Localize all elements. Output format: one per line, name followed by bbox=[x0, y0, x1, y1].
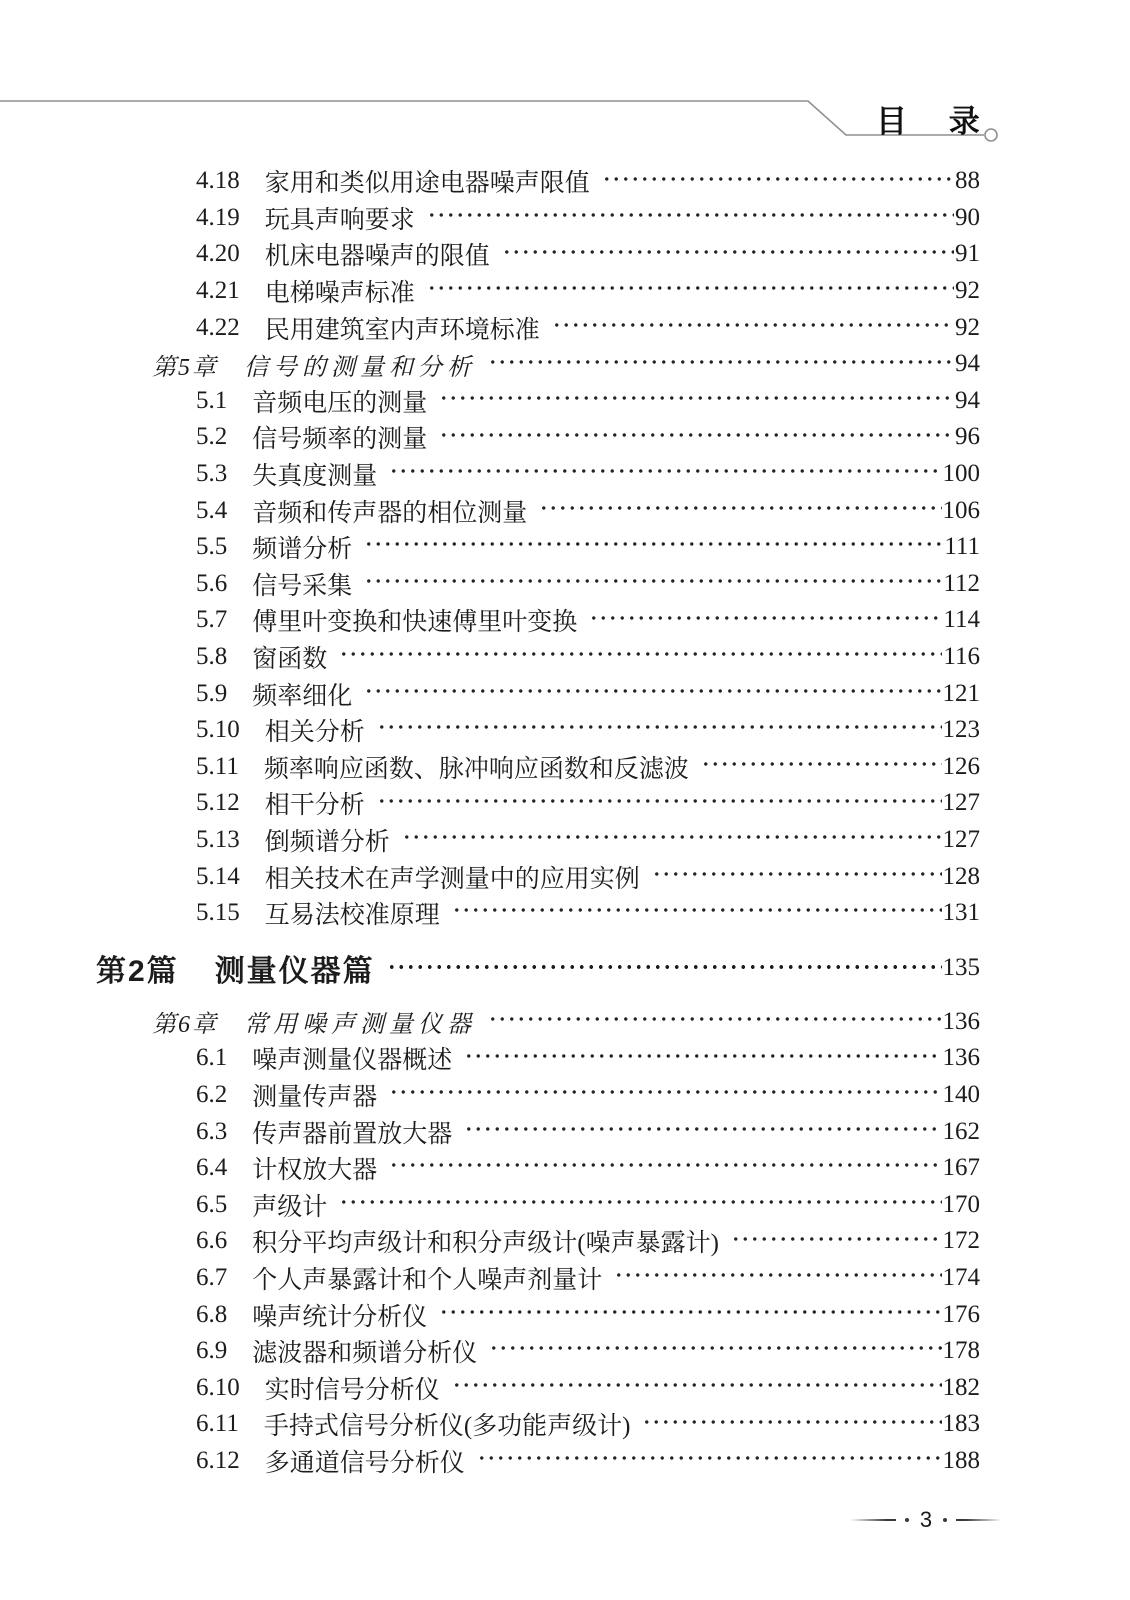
toc-entry-number: 6.5 bbox=[196, 1190, 228, 1218]
toc-entry-page: 127 bbox=[942, 825, 980, 853]
toc-entry-title: 失真度测量 bbox=[252, 463, 378, 491]
toc-row bbox=[0, 1113, 1130, 1150]
toc-row bbox=[0, 1150, 1130, 1187]
toc-entry-number: 6.2 bbox=[196, 1080, 228, 1108]
dot-leader bbox=[425, 273, 954, 310]
toc-entry-page: 174 bbox=[942, 1263, 980, 1291]
toc-entry-page: 172 bbox=[942, 1227, 980, 1255]
toc-row bbox=[0, 749, 1130, 786]
toc-entry-page: 96 bbox=[955, 423, 980, 451]
toc-row bbox=[0, 1040, 1130, 1077]
toc-entry-title: 信号频率的测量 bbox=[252, 426, 428, 454]
dot-leader bbox=[537, 492, 941, 529]
toc-entry-number: 5.3 bbox=[196, 460, 228, 488]
toc-entry-title: 机床电器噪声的限值 bbox=[264, 243, 490, 271]
dot-leader bbox=[425, 200, 954, 237]
dot-leader bbox=[362, 675, 941, 712]
toc-entry-page: 183 bbox=[942, 1410, 980, 1438]
toc-entry-title: 傅里叶变换和快速傅里叶变换 bbox=[252, 609, 578, 637]
dot-leader bbox=[450, 895, 942, 932]
toc-entry-title: 相关分析 bbox=[264, 719, 365, 747]
toc-entry-number: 5.4 bbox=[196, 496, 228, 524]
toc-entry-page: 126 bbox=[942, 752, 980, 780]
toc-entry-page: 114 bbox=[943, 606, 980, 634]
toc-entry-title: 多通道信号分析仪 bbox=[264, 1449, 465, 1477]
toc-entry-number: 4.22 bbox=[196, 313, 240, 341]
toc-row bbox=[0, 492, 1130, 529]
dot-leader bbox=[450, 1369, 942, 1406]
toc-row bbox=[0, 200, 1130, 237]
toc-row bbox=[0, 675, 1130, 712]
toc-entry-title: 传声器前置放大器 bbox=[252, 1120, 453, 1148]
toc-entry-number: 第6章 bbox=[152, 1012, 218, 1039]
toc-entry-page: 94 bbox=[955, 386, 980, 414]
toc-row bbox=[0, 346, 1130, 383]
toc-entry-number: 5.6 bbox=[196, 569, 228, 597]
toc-entry-page: 92 bbox=[955, 277, 980, 305]
toc-entry-number: 5.7 bbox=[196, 606, 228, 634]
toc-entry-page: 116 bbox=[943, 643, 980, 671]
dot-leader bbox=[587, 602, 942, 639]
toc-entry-title: 声级计 bbox=[252, 1193, 328, 1221]
dot-leader bbox=[462, 1113, 941, 1150]
toc-entry-page: 112 bbox=[943, 569, 980, 597]
toc-entry-number: 6.1 bbox=[196, 1044, 228, 1072]
page-title: 目 录 bbox=[876, 104, 982, 139]
toc-entry-title: 互易法校准原理 bbox=[264, 902, 440, 930]
toc-row bbox=[0, 236, 1130, 273]
toc-row bbox=[0, 822, 1130, 859]
dot-leader bbox=[387, 456, 941, 493]
toc-entry-number: 5.10 bbox=[196, 716, 240, 744]
toc-row bbox=[0, 785, 1130, 822]
dot-leader bbox=[437, 383, 954, 420]
dot-leader bbox=[500, 236, 954, 273]
toc-entry-title: 音频和传声器的相位测量 bbox=[252, 499, 528, 527]
toc-entry-title: 计权放大器 bbox=[252, 1157, 378, 1185]
toc-entry-title: 相干分析 bbox=[264, 792, 365, 820]
toc-entry-number: 5.12 bbox=[196, 789, 240, 817]
toc-entry-page: 136 bbox=[942, 1007, 980, 1035]
dot-leader bbox=[387, 1150, 941, 1187]
dot-leader bbox=[640, 1406, 941, 1443]
toc-entry-number: 5.1 bbox=[196, 386, 228, 414]
dot-leader bbox=[362, 566, 942, 603]
toc-entry-page: 121 bbox=[942, 679, 980, 707]
dot-leader bbox=[385, 945, 942, 991]
dot-leader bbox=[375, 785, 942, 822]
toc-entry-page: 88 bbox=[955, 167, 980, 195]
toc-entry-number: 5.8 bbox=[196, 643, 228, 671]
toc-entry-title: 频谱分析 bbox=[252, 536, 353, 564]
toc-entry-page: 176 bbox=[942, 1300, 980, 1328]
toc-entry-number: 5.5 bbox=[196, 533, 228, 561]
toc-entry-title: 噪声测量仪器概述 bbox=[252, 1047, 453, 1075]
toc-entry-page: 127 bbox=[942, 789, 980, 817]
toc-row bbox=[0, 1443, 1130, 1480]
toc-row bbox=[0, 383, 1130, 420]
toc-entry-title: 音频电压的测量 bbox=[252, 389, 428, 417]
toc-row bbox=[0, 456, 1130, 493]
toc-entry-title: 滤波器和频谱分析仪 bbox=[252, 1340, 478, 1368]
dot-leader bbox=[486, 346, 954, 383]
toc-entry-title: 积分平均声级计和积分声级计(噪声暴露计) bbox=[252, 1230, 719, 1258]
toc-entry-page: 182 bbox=[942, 1373, 980, 1401]
toc-row bbox=[0, 163, 1130, 200]
toc-row bbox=[0, 566, 1130, 603]
toc-row bbox=[0, 1369, 1130, 1406]
toc-entry-number: 6.3 bbox=[196, 1117, 228, 1145]
toc-entry-page: 123 bbox=[942, 716, 980, 744]
toc-entry-title: 家用和类似用途电器噪声限值 bbox=[264, 170, 590, 198]
dot-leader bbox=[729, 1223, 942, 1260]
toc-entry-title: 电梯噪声标准 bbox=[264, 280, 415, 308]
toc-entry-number: 4.19 bbox=[196, 203, 240, 231]
table-of-contents bbox=[0, 163, 1130, 1479]
toc-entry-page: 90 bbox=[955, 203, 980, 231]
toc-entry-number: 6.10 bbox=[196, 1373, 240, 1401]
dot-leader bbox=[375, 712, 942, 749]
toc-entry-number: 5.2 bbox=[196, 423, 228, 451]
toc-entry-title: 信号的测量和分析 bbox=[244, 354, 476, 381]
footer-dot-left bbox=[905, 1518, 909, 1522]
toc-entry-number: 4.20 bbox=[196, 240, 240, 268]
toc-entry-page: 92 bbox=[955, 313, 980, 341]
toc-entry-number: 6.9 bbox=[196, 1337, 228, 1365]
toc-row bbox=[0, 1223, 1130, 1260]
toc-entry-number: 5.11 bbox=[196, 752, 239, 780]
dot-leader bbox=[437, 419, 954, 456]
toc-row bbox=[0, 1296, 1130, 1333]
dot-leader bbox=[337, 1186, 941, 1223]
footer-rule-left bbox=[850, 1519, 896, 1521]
toc-entry-page: 136 bbox=[942, 1044, 980, 1072]
toc-entry-page: 140 bbox=[942, 1080, 980, 1108]
toc-row bbox=[0, 1186, 1130, 1223]
toc-row bbox=[0, 712, 1130, 749]
header-rule-line bbox=[0, 101, 984, 135]
toc-entry-title: 信号采集 bbox=[252, 572, 353, 600]
toc-entry-title: 民用建筑室内声环境标准 bbox=[264, 316, 540, 344]
toc-entry-title: 测量传声器 bbox=[252, 1083, 378, 1111]
toc-row bbox=[0, 639, 1130, 676]
dot-leader bbox=[462, 1040, 941, 1077]
toc-entry-page: 128 bbox=[942, 862, 980, 890]
toc-entry-number: 5.15 bbox=[196, 899, 240, 927]
toc-entry-page: 162 bbox=[942, 1117, 980, 1145]
toc-entry-title: 测量仪器篇 bbox=[214, 955, 375, 989]
toc-entry-number: 5.14 bbox=[196, 862, 240, 890]
toc-entry-title: 玩具声响要求 bbox=[264, 206, 415, 234]
toc-entry-page: 106 bbox=[942, 496, 980, 524]
toc-row bbox=[0, 309, 1130, 346]
toc-row bbox=[0, 1077, 1130, 1114]
dot-leader bbox=[487, 1333, 941, 1370]
toc-row bbox=[0, 858, 1130, 895]
dot-leader bbox=[650, 858, 942, 895]
toc-entry-number: 6.12 bbox=[196, 1446, 240, 1474]
toc-entry-page: 188 bbox=[942, 1446, 980, 1474]
toc-row bbox=[0, 273, 1130, 310]
dot-leader bbox=[475, 1443, 942, 1480]
toc-entry-number: 6.11 bbox=[196, 1410, 239, 1438]
toc-entry-title: 实时信号分析仪 bbox=[264, 1376, 440, 1404]
toc-entry-page: 131 bbox=[942, 899, 980, 927]
footer-dot-right bbox=[943, 1518, 947, 1522]
toc-row bbox=[0, 1406, 1130, 1443]
toc-row bbox=[0, 945, 1130, 991]
dot-leader bbox=[550, 309, 954, 346]
toc-entry-title: 噪声统计分析仪 bbox=[252, 1303, 428, 1331]
toc-entry-title: 手持式信号分析仪(多功能声级计) bbox=[263, 1413, 631, 1441]
toc-entry-page: 111 bbox=[944, 533, 980, 561]
footer-rule-right bbox=[956, 1519, 1002, 1521]
toc-entry-number: 5.13 bbox=[196, 825, 240, 853]
toc-row bbox=[0, 419, 1130, 456]
toc-row bbox=[0, 895, 1130, 932]
toc-entry-number: 6.4 bbox=[196, 1154, 228, 1182]
page-footer bbox=[856, 1503, 996, 1537]
toc-entry-number: 5.9 bbox=[196, 679, 228, 707]
toc-entry-page: 100 bbox=[942, 460, 980, 488]
dot-leader bbox=[600, 163, 954, 200]
footer-page-number: 3 bbox=[919, 1507, 933, 1532]
toc-entry-page: 94 bbox=[955, 350, 980, 378]
toc-row bbox=[0, 1260, 1130, 1297]
toc-entry-page: 91 bbox=[955, 240, 980, 268]
toc-row bbox=[0, 1003, 1130, 1040]
toc-entry-number: 4.18 bbox=[196, 167, 240, 195]
toc-entry-title: 倒频谱分析 bbox=[264, 828, 390, 856]
toc-entry-number: 第2篇 bbox=[96, 955, 179, 989]
toc-row bbox=[0, 602, 1130, 639]
toc-entry-page: 170 bbox=[942, 1190, 980, 1218]
toc-entry-title: 常用噪声测量仪器 bbox=[244, 1012, 476, 1039]
toc-entry-title: 相关技术在声学测量中的应用实例 bbox=[264, 865, 640, 893]
toc-entry-title: 频率细化 bbox=[252, 682, 353, 710]
toc-entry-page: 167 bbox=[942, 1154, 980, 1182]
dot-leader bbox=[337, 639, 942, 676]
dot-leader bbox=[486, 1003, 942, 1040]
dot-leader bbox=[699, 749, 942, 786]
dot-leader bbox=[387, 1077, 941, 1114]
dot-leader bbox=[400, 822, 942, 859]
toc-entry-page: 135 bbox=[942, 954, 980, 982]
toc-row bbox=[0, 529, 1130, 566]
dot-leader bbox=[612, 1260, 941, 1297]
toc-entry-number: 6.6 bbox=[196, 1227, 228, 1255]
toc-entry-title: 频率响应函数、脉冲响应函数和反滤波 bbox=[263, 755, 689, 783]
toc-entry-number: 6.8 bbox=[196, 1300, 228, 1328]
toc-entry-title: 窗函数 bbox=[252, 646, 328, 674]
dot-leader bbox=[437, 1296, 941, 1333]
toc-row bbox=[0, 1333, 1130, 1370]
dot-leader bbox=[362, 529, 943, 566]
toc-entry-number: 6.7 bbox=[196, 1263, 228, 1291]
toc-entry-page: 178 bbox=[942, 1337, 980, 1365]
toc-entry-number: 第5章 bbox=[152, 354, 218, 381]
header-rule-circle bbox=[985, 129, 997, 141]
toc-entry-number: 4.21 bbox=[196, 277, 240, 305]
toc-entry-title: 个人声暴露计和个人噪声剂量计 bbox=[252, 1266, 603, 1294]
